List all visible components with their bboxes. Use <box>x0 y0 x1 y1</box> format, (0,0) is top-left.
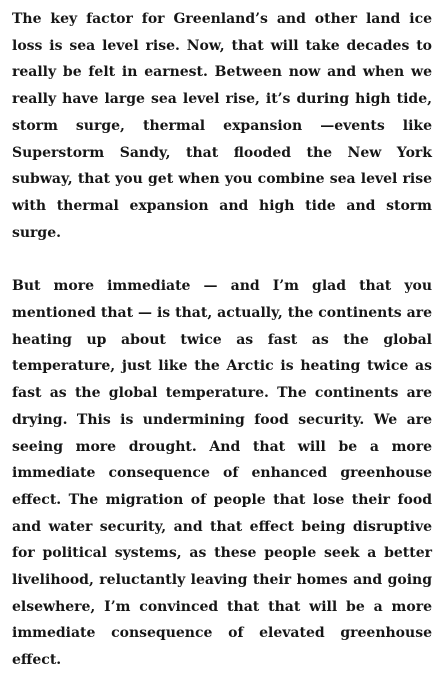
paragraph-2: But more immediate — and I’m glad that you mentioned that — is that, actually, the continents are heating up about twice as fast as the global temperature, just like the Arctic is heating twice as fast as the global temperature. The continents are drying. This is undermining food security. We are seeing more drought. And that will be a more immediate consequence of enhanced greenhouse effect. The migration of people that lose their food and water security, and that effect being disruptive for political systems, as these people seek a better livelihood, reluctantly leaving their homes and going elsewhere, I’m convinced that that will be a more immediate consequence of elevated greenhouse effect. <box>12 278 432 669</box>
document-body <box>12 6 432 674</box>
paragraph-gap <box>12 246 432 273</box>
paragraph-1: The key factor for Greenland’s and other land ice loss is sea level rise. Now, that will take decades to really be felt in earnest. Between now and when we really have large sea level rise, it’s during high tide, storm surge, thermal expansion —events like Superstorm Sandy, that flooded the New York subway, that you get when you combine sea level rise with thermal expansion and high tide and storm surge. <box>12 11 432 241</box>
